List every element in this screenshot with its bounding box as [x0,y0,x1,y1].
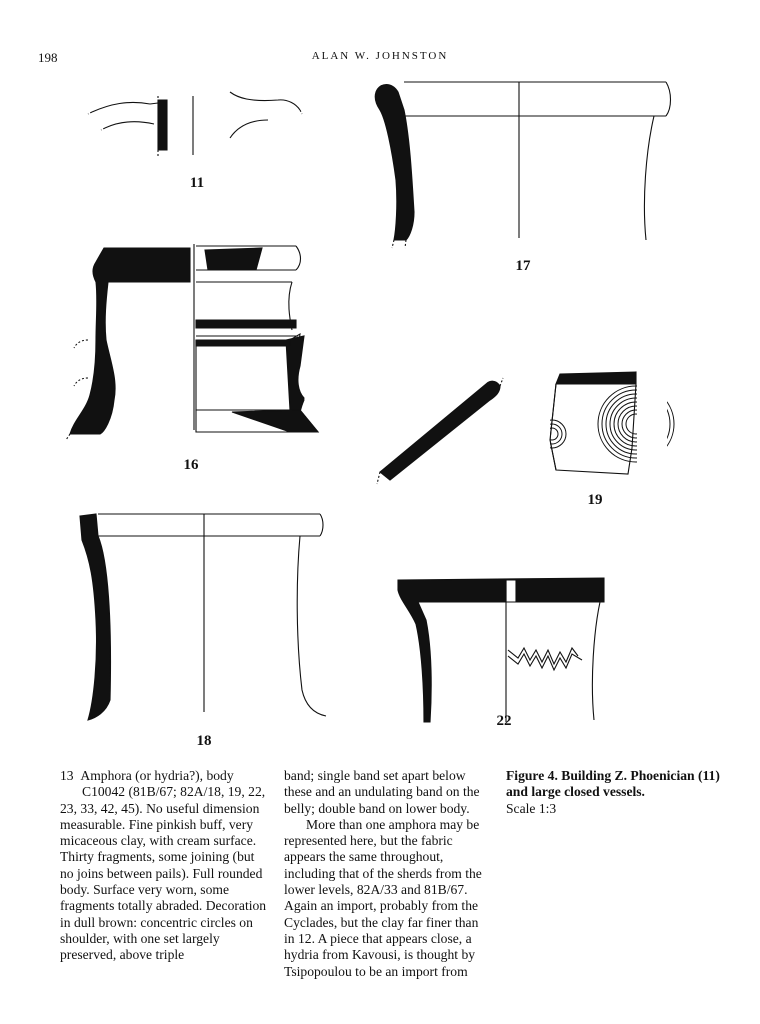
figure-label-22: 22 [496,713,512,729]
figure-label-16: 16 [183,457,199,473]
caption-title: Figure 4. Building Z. Phoenician (11) and large closed vessels. [506,768,720,800]
col2-paragraph-2: More than one amphora may be represented here, but the fabric appears the same throughout, including that of the sherds from the lower levels, 82A/33 and 81B/67. Again an import, probably from the Cyclades, but the clay far finer than in 12. A piece that appears close, a hydria from Kavousi, is thought by Tsipopoulou to be an import from [284,816,482,979]
caption-scale: Scale 1:3 [506,800,557,816]
page-number: 198 [38,50,58,65]
figure-label-18: 18 [196,733,212,749]
drawing-11 [88,92,302,156]
drawing-16 [66,244,318,440]
drawing-18 [80,514,326,720]
figure-caption [506,768,720,817]
entry-heading [60,768,270,784]
drawing-17 [375,82,670,248]
entry-body: C10042 (81B/67; 82A/18, 19, 22, 23, 33, 42, 45). No useful dimension measurable. Fine pinkish buff, very micaceous clay, with cream surface. Thirty fragments, some joining (but no joins between pails). Full rounded body. Surface very worn, some fragments totally abraded. Decoration in dull brown: concentric circles on shoulder, with one set largely preserved, above triple [60,784,267,963]
figure-label-19: 19 [587,492,603,508]
drawing-shard [377,378,503,484]
entry-title: Amphora (or hydria?), body [80,768,234,783]
text-column-2 [284,768,482,980]
drawing-19 [520,370,674,480]
entry-number: 13 [60,768,74,783]
running-head: ALAN W. JOHNSTON [311,50,449,62]
col2-paragraph-1: band; single band set apart below these and an undulating band on the belly; double band on lower body. [284,768,480,816]
drawing-22 [398,578,604,722]
text-column-1 [60,768,270,964]
figure-label-17: 17 [515,258,531,274]
figure-label-11: 11 [189,175,205,191]
